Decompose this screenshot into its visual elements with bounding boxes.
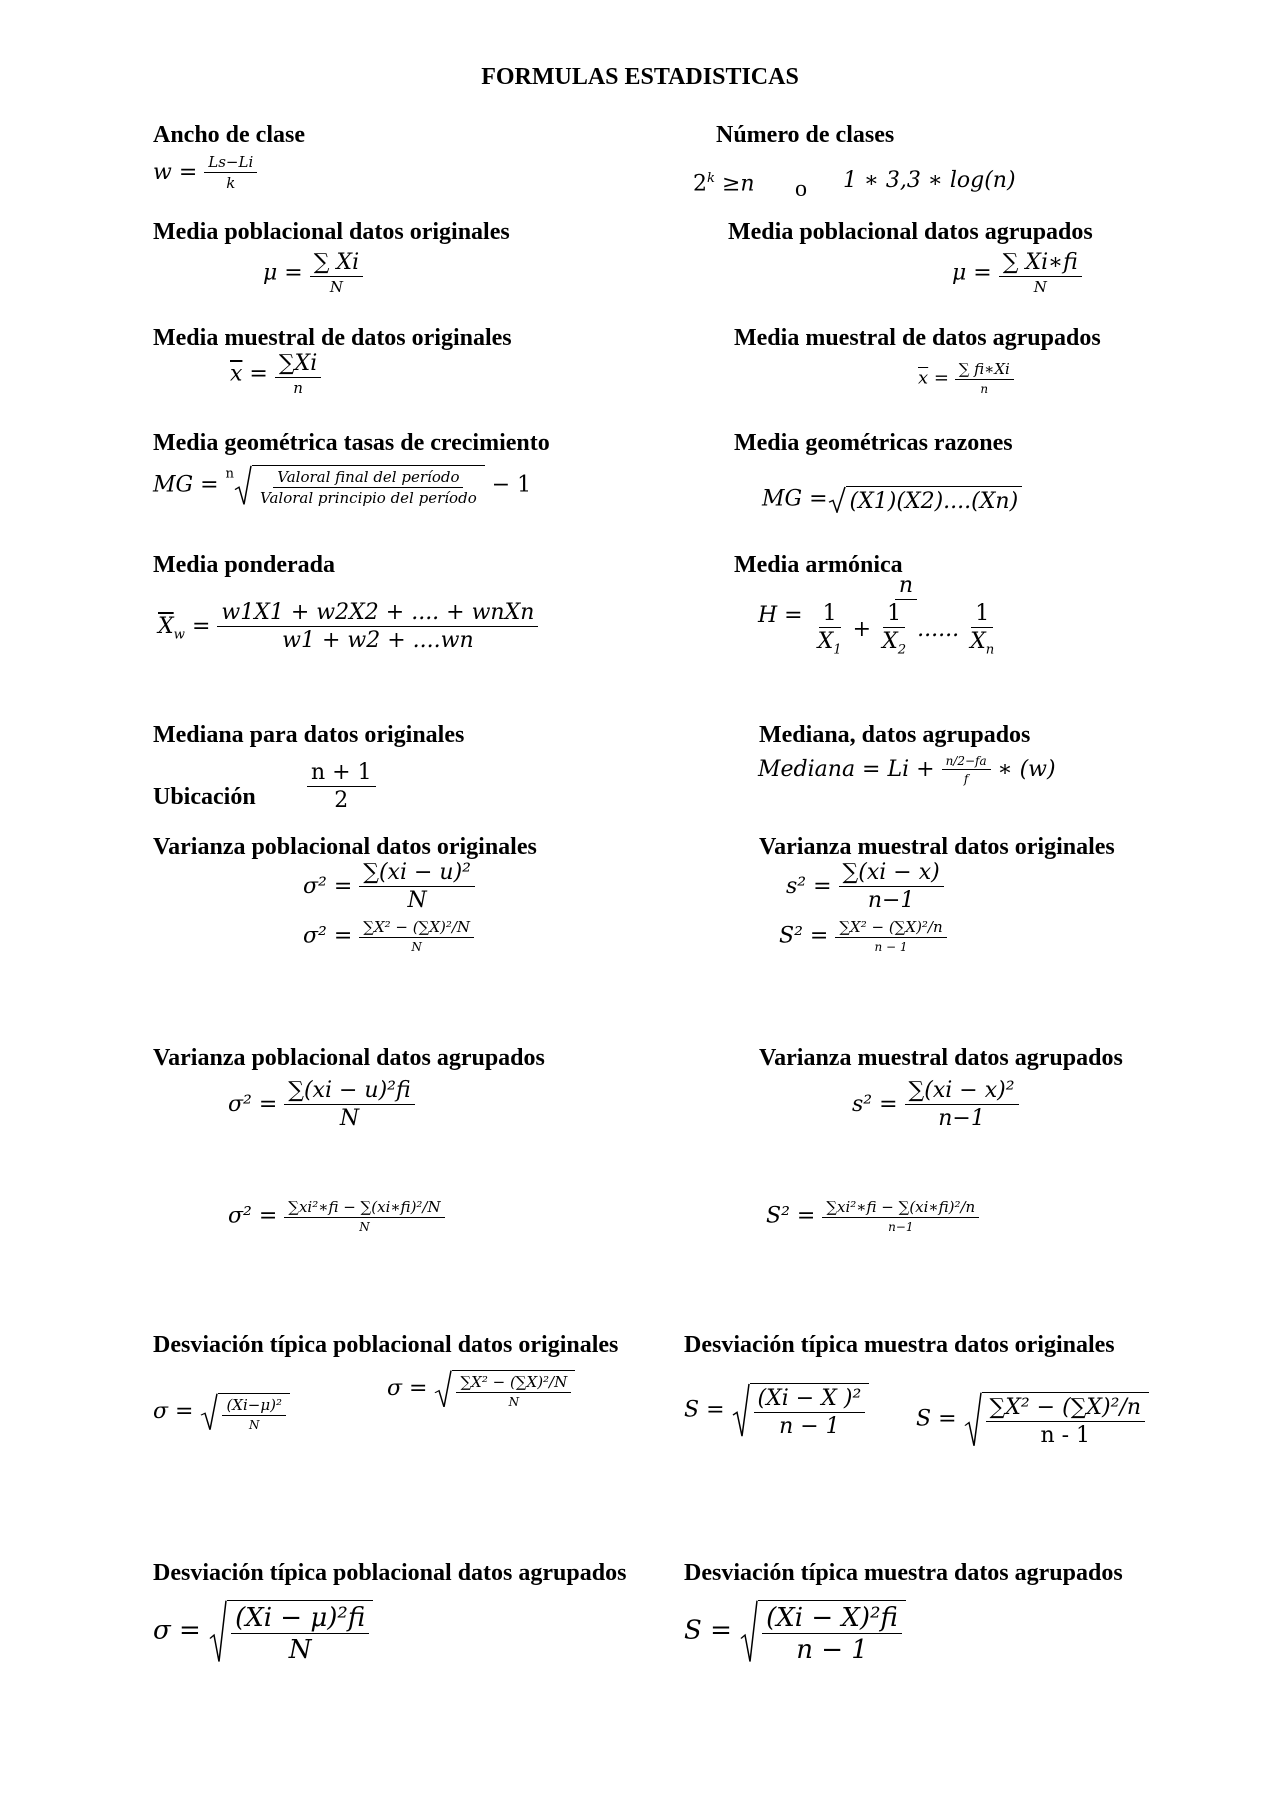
formula-denominator: n − 1 xyxy=(874,940,908,954)
formula-varianza-poblacional-originales-2 xyxy=(303,920,474,953)
formula-denominator: n − 1 xyxy=(796,1635,868,1665)
formula-denominator: n xyxy=(293,379,303,397)
formula-denominator: n xyxy=(980,382,989,396)
formula-media-poblacional-agrupados xyxy=(952,252,1082,295)
formula-lhs: μ = xyxy=(952,260,992,286)
formula-numerator: ∑(xi − u)²fi xyxy=(284,1080,414,1105)
formula-numerator: (Xi − X)²fi xyxy=(762,1605,902,1634)
formula-varianza-muestral-agrupados-1 xyxy=(852,1080,1019,1130)
heading-varianza-muestral-originales: Varianza muestral datos originales xyxy=(759,834,1115,860)
formula-numerator: ∑X² − (∑X)²/n xyxy=(835,920,946,938)
formula-lhs: S = xyxy=(684,1615,732,1646)
formula-numerator: ∑ Xi xyxy=(310,252,363,277)
formula-lhs: σ² = xyxy=(228,1203,278,1229)
formula-lhs: σ² = xyxy=(228,1092,278,1117)
formula-desviacion-poblacional-originales-2 xyxy=(387,1370,575,1408)
formula-lhs: S² = xyxy=(766,1203,816,1229)
label-ubicacion: Ubicación xyxy=(153,784,256,810)
formula-lhs: s² = xyxy=(786,874,832,899)
formula-media-muestral-agrupados: $\overline{x}$ = $\frac{\sum fi∗Xi}{n}$ xyxy=(918,362,1014,395)
formula-denominator: k xyxy=(226,174,236,192)
formula-lhs: σ = xyxy=(387,1376,428,1401)
label-o: o xyxy=(795,176,807,202)
formula-numerator: Valoral final del período xyxy=(273,470,463,488)
formula-lhs: s² = xyxy=(852,1092,898,1117)
radical-icon xyxy=(964,1392,982,1447)
formula-lhs: $\overline{x}$ xyxy=(230,361,243,387)
formula-denominator: n−1 xyxy=(938,1106,985,1131)
formula-numerator: ∑xi²∗fi − ∑(xi∗fi)²/n xyxy=(822,1200,979,1218)
formula-lhs: $\overline{X}$ xyxy=(158,614,174,639)
radical-icon xyxy=(732,1383,750,1438)
formula-numerator: ∑ Xi∗fi xyxy=(999,252,1082,277)
formula-denominator: 2 xyxy=(334,788,349,813)
radical-icon xyxy=(434,1370,452,1408)
formula-denominator: n−1 xyxy=(888,1220,914,1234)
formula-desviacion-muestra-originales-1 xyxy=(684,1383,869,1438)
formula-desviacion-muestra-originales-2 xyxy=(916,1392,1149,1447)
formula-varianza-muestral-agrupados-2 xyxy=(766,1200,979,1233)
formula-desviacion-poblacional-originales-1 xyxy=(153,1393,290,1431)
heading-desviacion-muestra-originales: Desviación típica muestra datos originales xyxy=(684,1332,1115,1358)
formula-varianza-poblacional-originales-1 xyxy=(303,862,475,912)
radical-icon xyxy=(234,465,252,506)
radical-icon xyxy=(740,1600,758,1663)
formula-desviacion-muestra-agrupados xyxy=(684,1600,906,1663)
formula-denominator: N xyxy=(288,1635,312,1665)
heading-mediana-originales: Mediana para datos originales xyxy=(153,722,465,748)
heading-ancho-de-clase: Ancho de clase xyxy=(153,122,305,148)
heading-mediana-agrupados: Mediana, datos agrupados xyxy=(759,722,1031,748)
formula-denominator: n - 1 xyxy=(1040,1423,1091,1448)
heading-desviacion-muestra-agrupados: Desviación típica muestra datos agrupados xyxy=(684,1560,1123,1586)
root-index: n xyxy=(225,466,235,482)
formula-base: 2 xyxy=(693,171,707,197)
formula-media-poblacional-originales xyxy=(263,252,363,295)
heading-varianza-poblacional-originales: Varianza poblacional datos originales xyxy=(153,834,537,860)
formula-numerator: n + 1 xyxy=(307,762,376,787)
formula-lhs: MG = xyxy=(762,486,828,512)
formula-varianza-poblacional-agrupados-1 xyxy=(228,1080,415,1130)
radical-icon xyxy=(209,1600,227,1663)
formula-lhs: μ = xyxy=(263,260,303,286)
formula-desviacion-poblacional-agrupados xyxy=(153,1600,373,1663)
heading-media-muestral-originales: Media muestral de datos originales xyxy=(153,325,512,351)
formula-denominator: N xyxy=(248,1418,260,1432)
formula-denominator: N xyxy=(508,1395,520,1409)
formula-denominator: N xyxy=(1033,278,1047,296)
formula-mediana-ubicacion xyxy=(307,762,376,812)
formula-exponent: k xyxy=(707,171,715,186)
formula-denominator: f xyxy=(963,772,969,786)
formula-denominator: N xyxy=(411,940,422,954)
formula-numerator: w1X1 + w2X2 + .... + wnXn xyxy=(217,602,538,627)
heading-media-poblacional-agrupados: Media poblacional datos agrupados xyxy=(728,219,1093,245)
formula-denominator: N xyxy=(339,1106,360,1131)
heading-desviacion-poblacional-agrupados: Desviación típica poblacional datos agrupados xyxy=(153,1560,627,1586)
formula-minus-one: − 1 xyxy=(491,472,532,498)
heading-media-poblacional-originales: Media poblacional datos originales xyxy=(153,219,510,245)
formula-lhs: σ² = xyxy=(303,923,353,949)
formula-lhs: S² = xyxy=(779,923,829,949)
formula-lhs: Mediana = Li + xyxy=(758,757,935,782)
formula-numerator: ∑X² − (∑X)²/n xyxy=(986,1397,1146,1422)
heading-media-geometrica-tasas: Media geométrica tasas de crecimiento xyxy=(153,430,550,456)
formula-lhs: MG = xyxy=(153,472,219,498)
formula-numerator: ∑X² − (∑X)²/N xyxy=(359,920,474,938)
formula-numerator: ∑ fi∗Xi xyxy=(955,362,1014,380)
formula-denominator: N xyxy=(329,278,343,296)
formula-media-muestral-originales: $\overline{x}$ = $\frac{\sum Xi}{n}$ xyxy=(230,353,321,396)
formula-numerator: ∑(xi − x) xyxy=(839,862,944,887)
formula-denominator: N xyxy=(359,1220,370,1234)
formula-varianza-muestral-originales-2 xyxy=(779,920,947,953)
radical-icon xyxy=(828,486,846,513)
formula-denominator: Valoral principio del período xyxy=(260,489,477,507)
formula-sturges: 1 ∗ 3,3 ∗ log(n) xyxy=(843,168,1016,193)
formula-lhs: $\overline{x}$ xyxy=(918,367,929,389)
formula-lhs: S = xyxy=(916,1406,957,1432)
heading-numero-de-clases: Número de clases xyxy=(716,122,895,148)
formula-rhs: ∗ (w) xyxy=(997,757,1056,782)
formula-ancho-de-clase xyxy=(153,155,257,191)
formula-radicand: (X1)(X2)....(Xn) xyxy=(846,486,1023,513)
formula-media-geometrica-razones xyxy=(762,486,1022,513)
heading-desviacion-poblacional-originales: Desviación típica poblacional datos originales xyxy=(153,1332,619,1358)
formula-numerator: n xyxy=(895,575,917,600)
formula-lhs: S = xyxy=(684,1397,725,1423)
formula-media-ponderada: $\overline{X}_w$ = $\frac{\text{w1X1 + w2X2 + .... + wnXn}}{w1 + w2 + ....wn}$ xyxy=(158,602,538,652)
formula-numerator: n/2−fa xyxy=(942,755,991,770)
formula-subscript: w xyxy=(173,627,185,643)
formula-denominator: $\frac{1}{X_1}$ + $\frac{1}{X_2}$ ...... $\frac{1}{X_n}$ xyxy=(817,601,995,658)
formula-lhs: H = xyxy=(758,602,803,628)
formula-numerator: ∑X² − (∑X)²/N xyxy=(456,1375,571,1393)
formula-numero-de-clases xyxy=(693,172,755,195)
heading-media-muestral-agrupados: Media muestral de datos agrupados xyxy=(734,325,1101,351)
formula-numerator: ∑Xi xyxy=(275,353,321,378)
formula-media-geometrica-tasas xyxy=(153,465,531,506)
heading-varianza-muestral-agrupados: Varianza muestral datos agrupados xyxy=(759,1045,1123,1071)
radical-icon xyxy=(200,1393,218,1431)
formula-denominator: n − 1 xyxy=(779,1414,840,1439)
formula-numerator: Ls−Li xyxy=(204,155,257,173)
heading-media-geometrica-razones: Media geométricas razones xyxy=(734,430,1013,456)
heading-varianza-poblacional-agrupados: Varianza poblacional datos agrupados xyxy=(153,1045,545,1071)
formula-denominator: w1 + w2 + ....wn xyxy=(282,628,474,653)
formula-lhs: w = xyxy=(153,160,198,185)
formula-numerator: (Xi − μ)²fi xyxy=(231,1605,369,1634)
formula-numerator: ∑(xi − x)² xyxy=(905,1080,1019,1105)
formula-mediana-agrupados xyxy=(758,755,1056,785)
formula-numerator: ∑xi²∗fi − ∑(xi∗fi)²/N xyxy=(284,1200,444,1218)
page-title: FORMULAS ESTADISTICAS xyxy=(481,64,799,90)
formula-denominator: n−1 xyxy=(867,888,915,913)
formula-numerator: ∑(xi − u)² xyxy=(359,862,475,887)
formula-denominator: N xyxy=(407,888,427,913)
formula-numerator: (Xi − X )² xyxy=(754,1388,866,1413)
formula-media-armonica xyxy=(758,575,1002,657)
formula-varianza-poblacional-agrupados-2 xyxy=(228,1200,445,1233)
formula-lhs: σ = xyxy=(153,1399,194,1424)
formula-numerator: (Xi−μ)² xyxy=(222,1398,286,1416)
formula-varianza-muestral-originales-1 xyxy=(786,862,944,912)
heading-media-armonica: Media armónica xyxy=(734,552,903,578)
formula-condition: ≥n xyxy=(722,171,755,197)
formula-lhs: σ = xyxy=(153,1615,201,1646)
heading-media-ponderada: Media ponderada xyxy=(153,552,336,578)
formula-lhs: σ² = xyxy=(303,874,353,899)
